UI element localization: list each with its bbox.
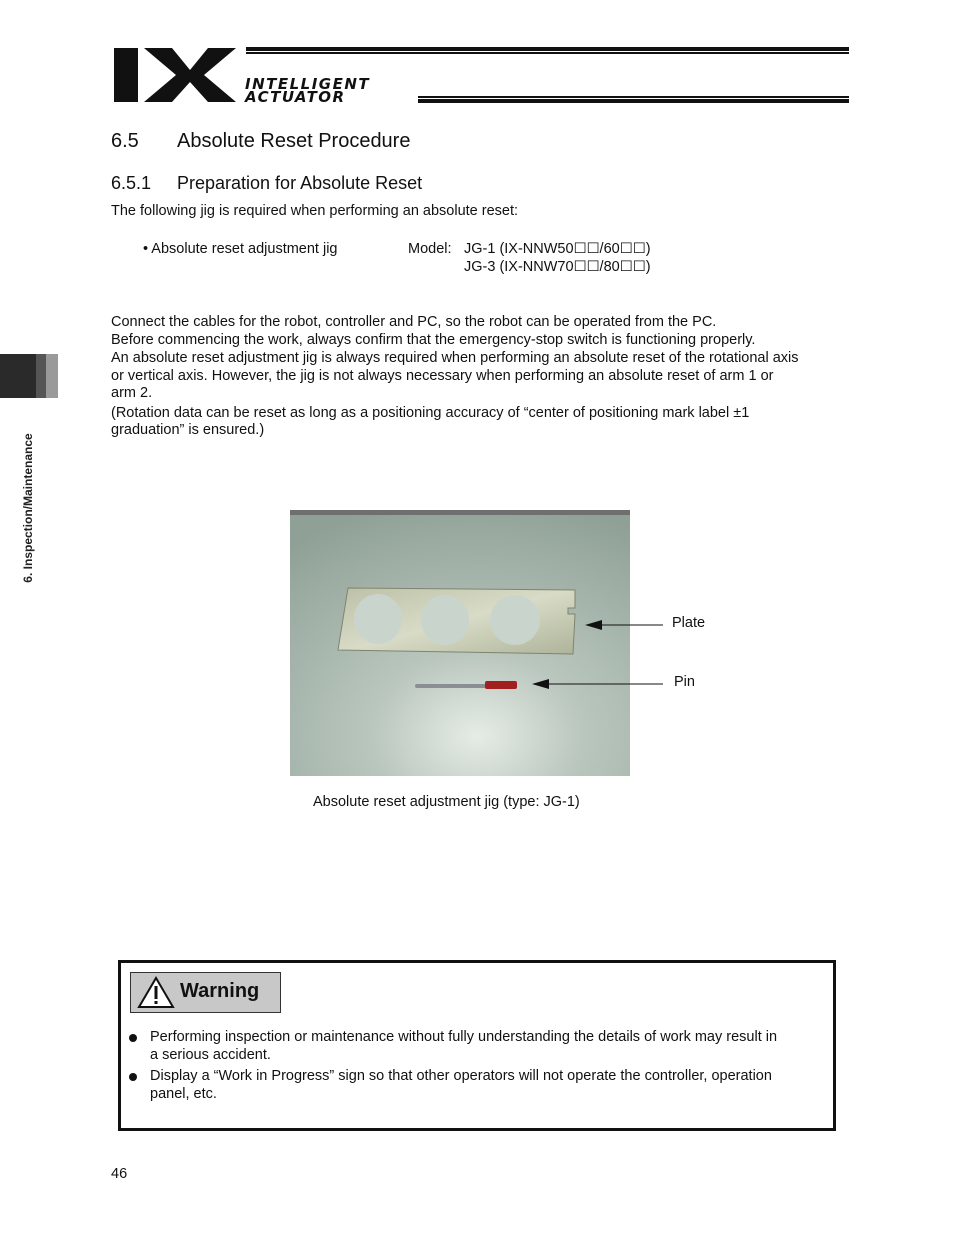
side-tab-marker-mid	[36, 354, 46, 398]
header-rule-top	[246, 47, 849, 54]
header-rule-bottom	[418, 96, 849, 103]
side-tab-marker	[0, 354, 36, 398]
body-line: arm 2.	[111, 385, 153, 401]
jig-model-label: Model:	[408, 241, 452, 257]
body-line: or vertical axis. However, the jig is not always necessary when performing an absolute reset of arm 1 or	[111, 368, 774, 384]
subsection-title: Preparation for Absolute Reset	[177, 173, 423, 193]
figure-caption: Absolute reset adjustment jig (type: JG-1)	[313, 794, 580, 810]
body-line: Before commencing the work, always confirm that the emergency-stop switch is functioning properly.	[111, 332, 756, 348]
body-line: An absolute reset adjustment jig is always required when performing an absolute reset of the rotational axis	[111, 350, 799, 366]
bullet-icon	[129, 1073, 137, 1081]
callout-arrows	[530, 612, 670, 696]
logo-text-intelligent: INTELLIGENT	[245, 75, 371, 93]
side-tab-marker-light	[46, 354, 58, 398]
body-line: graduation” is ensured.)	[111, 422, 265, 438]
warning-item-2-line-1: Display a “Work in Progress” sign so that other operators will not operate the controller, operation	[150, 1068, 772, 1084]
page-number: 46	[111, 1166, 128, 1182]
jig-model-2: JG-3 (IX-NNW70☐☐/80☐☐)	[464, 259, 651, 275]
body-line: Connect the cables for the robot, controller and PC, so the robot can be operated from the PC.	[111, 314, 717, 330]
bullet-icon	[129, 1034, 137, 1042]
warning-item-1-line-2: a serious accident.	[150, 1047, 271, 1063]
body-line: (Rotation data can be reset as long as a positioning accuracy of “center of positioning mark label ±1	[111, 405, 750, 421]
warning-triangle-icon	[137, 976, 175, 1009]
warning-item-1-line-1: Performing inspection or maintenance without fully understanding the details of work may result in	[150, 1029, 778, 1045]
intro-text: The following jig is required when performing an absolute reset:	[111, 203, 519, 219]
side-tab-label: 6. Inspection/Maintenance	[21, 433, 35, 583]
jig-bullet: • Absolute reset adjustment jig	[143, 241, 338, 257]
logo-text-actuator: ACTUATOR	[245, 88, 346, 106]
subsection-number: 6.5.1	[111, 173, 152, 193]
jig-model-1: JG-1 (IX-NNW50☐☐/60☐☐)	[464, 241, 651, 257]
ix-logo	[112, 40, 240, 104]
section-number: 6.5	[111, 130, 139, 152]
section-title: Absolute Reset Procedure	[177, 130, 411, 152]
warning-item-2-line-2: panel, etc.	[150, 1086, 217, 1102]
callout-plate: Plate	[672, 615, 706, 631]
warning-title: Warning	[180, 980, 260, 1002]
callout-pin: Pin	[674, 674, 695, 690]
